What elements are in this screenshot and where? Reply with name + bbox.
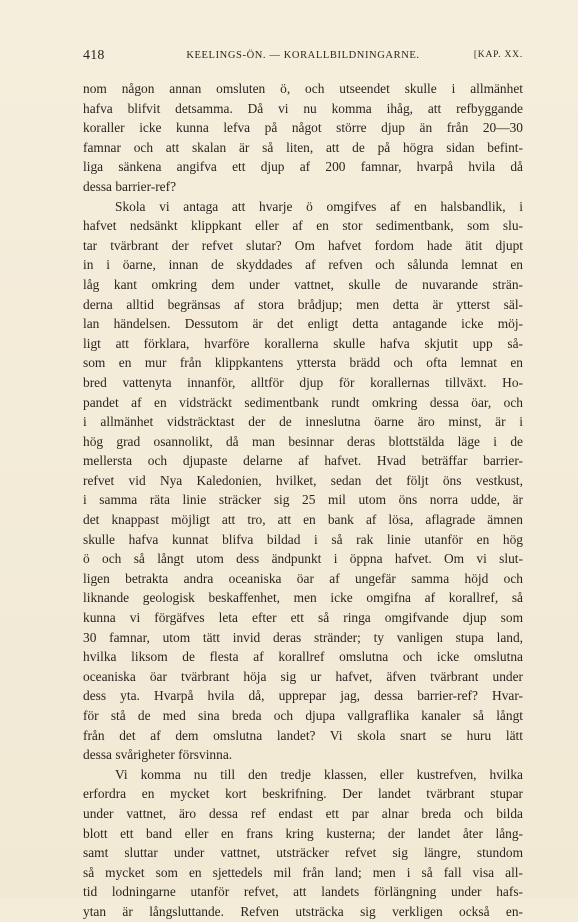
text-line: hafvet nedsänkt klippkant eller af en stor sedimentbank, som slu- bbox=[83, 218, 523, 234]
text-line: under vattnet, äro dessa ref endast ett par alnar breda och bilda bbox=[83, 805, 523, 821]
text-line: kunna vi förgäfves leta efter ett så ringa omgifvande djup som bbox=[83, 610, 523, 626]
text-line: refvet vid Nya Kaledonien, hvilket, sedan det följt öns vestkust, bbox=[83, 472, 523, 488]
text-line: 30 famnar, utom tätt invid deras stränder; ty vanligen stupa land, bbox=[83, 629, 523, 645]
text-line: pandet af en vidsträckt sedimentbank rundt omkring dessa öar, och bbox=[83, 394, 523, 410]
text-line: dessa barrier-ref? bbox=[83, 178, 177, 194]
text-line: liknande geologisk beskaffenhet, men icke omgifna af korallref, så bbox=[83, 590, 523, 606]
text-line: dessa svårigheter försvinna. bbox=[83, 747, 233, 763]
text-line: skulle hafva kunnat blifva bildad i så rak linie utanför en hög bbox=[83, 531, 523, 547]
body-text bbox=[83, 79, 523, 922]
text-line: koraller icke kunna lefva på något större djup än från 20—30 bbox=[83, 120, 523, 136]
text-line: Skola vi antaga att hvarje ö omgifves af en halsbandlik, i bbox=[115, 198, 523, 214]
text-line: för stå de med sina breda och djupa vallgraflika kanaler så långt bbox=[83, 708, 523, 723]
text-line: hafva blifvit detsamma. Då vi nu komma ihåg, att refbyggande bbox=[83, 100, 523, 116]
text-line: hög grad osannolikt, då man besinnar deras blottstälda läge i de bbox=[83, 433, 523, 449]
text-line: ytan är långsluttande. Refven utsträcka sig verkligen också en- bbox=[83, 903, 523, 919]
text-line: från det af dem omslutna landet? Vi skola snart se huru lätt bbox=[83, 727, 523, 743]
page-header bbox=[83, 48, 523, 68]
text-line: i samma räta linie sträcker sig 25 mil utom öns norra udde, är bbox=[83, 492, 523, 508]
text-line: blott ett band eller en frans kring kusterna; der landet åter lång- bbox=[83, 825, 523, 841]
text-line: det knappast möjligt att tro, att en bank af lösa, aflagrade ämnen bbox=[83, 512, 523, 528]
text-line: tar tvärbrant der refvet slutar? Om hafvet fordom hade ätit djupt bbox=[83, 237, 523, 253]
text-line: dess yta. Hvarpå hvila då, upprepar jag, dessa barrier-ref? Hvar- bbox=[83, 688, 523, 704]
text-line: så mycket som en sjettedels mil från land; men i så fall visa all- bbox=[83, 864, 523, 880]
text-line: ligen betrakta andra oceaniska öar af ungefär samma höjd och bbox=[83, 570, 523, 586]
text-line: lan händelsen. Dessutom är det enligt detta antagande icke möj- bbox=[83, 316, 523, 332]
text-line: in i öarne, innan de skyddades af refven och sålunda lemnat en bbox=[83, 257, 523, 273]
text-line: tid lodningarne utanför refvet, att landets förlängning under hafs- bbox=[83, 884, 523, 900]
running-head: KEELINGS-ÖN. — KORALLBILDNINGARNE. bbox=[186, 50, 420, 61]
text-line: famnar och att skalan är så liten, att de på högra sidan befint- bbox=[83, 139, 523, 155]
text-line: hvilka liksom de flesta af korallref omslutna och icke omslutna bbox=[83, 649, 523, 665]
text-line: låg kant omkring dem under vattnet, skulle de nuvarande strän- bbox=[83, 276, 523, 292]
text-line: samt sluttar under vattnet, utsträcker refvet sig längre, stundom bbox=[83, 845, 523, 861]
text-line: som en mur från klippkantens yttersta brädd och ofta lemnat en bbox=[83, 355, 523, 371]
text-line: Vi komma nu till den tredje klassen, eller kustrefven, hvilka bbox=[115, 766, 523, 782]
chapter-reference: [KAP. XX. bbox=[473, 50, 523, 60]
text-line: mellersta och djupaste delarne af hafvet. Hvad beträffar barrier- bbox=[83, 453, 523, 469]
text-line: derna alltid begränsas af stora brådjup; men detta är ytterst säl- bbox=[83, 296, 523, 312]
text-line: nom någon annan omsluten ö, och utseendet skulle i allmänhet bbox=[83, 81, 523, 96]
text-line: oceaniska öar tvärbrant höja sig ur hafvet, äfven tvärbrant under bbox=[83, 668, 523, 684]
text-line: ligt att förklara, hvarföre korallerna skulle hafva skjutit upp så- bbox=[83, 335, 523, 351]
text-line: i allmänhet vidsträcktast der de inneslutna öarne äro minst, är i bbox=[83, 414, 523, 430]
page-number: 418 bbox=[83, 48, 105, 63]
text-line: ö och så långt utom dess ändpunkt i öppna hafvet. Om vi slut- bbox=[83, 551, 523, 567]
text-line: liga sänkena angifva ett djup af 200 famnar, hvarpå hvila då bbox=[83, 159, 523, 175]
text-line: bred vattenyta innanför, alltför djup för korallernas tillväxt. Ho- bbox=[83, 374, 523, 390]
text-line: erfordra en mycket kort beskrifning. Der landet tvärbrant stupar bbox=[83, 786, 523, 802]
